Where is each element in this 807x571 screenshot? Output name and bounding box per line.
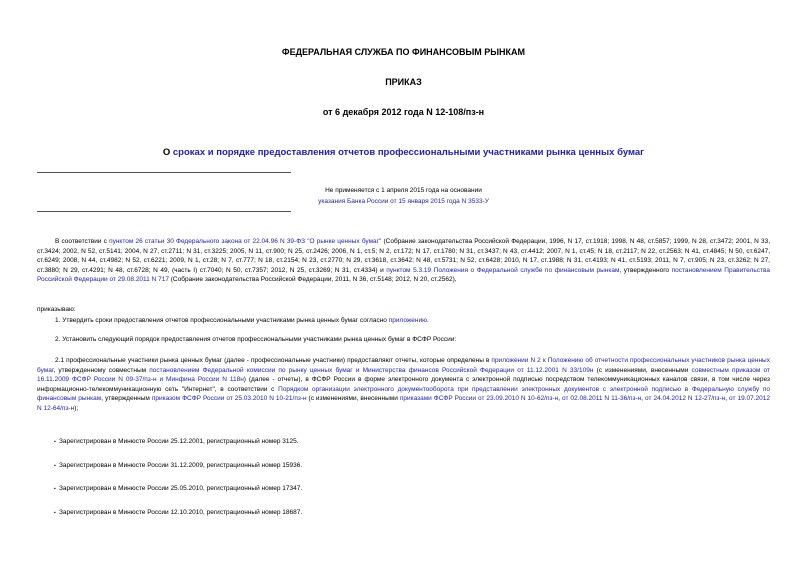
item-2-1-text-6: (с изменениями, внесенными — [306, 395, 400, 403]
footnote-4-text: Зарегистрирован в Минюсте России 12.10.2010, регистрационный номер 18687. — [59, 509, 303, 516]
footnote-marker-icon: ▪ — [54, 463, 56, 469]
footnote-marker-icon: ▪ — [54, 486, 56, 492]
footnote-1 — [54, 437, 299, 447]
footnote-marker-icon: ▪ — [54, 439, 56, 445]
document-title — [0, 147, 807, 158]
footnote-4 — [54, 508, 302, 518]
validity-note-text: Не применяется с 1 апреля 2015 года на основании — [325, 187, 482, 194]
preamble-text-1: В соответствии с — [55, 238, 110, 245]
validity-note — [0, 185, 807, 207]
footnote-1-text: Зарегистрирован в Минюсте России 25.12.2001, регистрационный номер 3125. — [59, 438, 299, 445]
appendix-link[interactable]: приложению — [388, 317, 427, 324]
title-prefix: О — [162, 147, 173, 158]
item-2-1-text-3: (с изменениями, внесенными — [593, 366, 692, 374]
item-1-end: . — [426, 317, 429, 324]
item-2-1-text-8: , — [641, 395, 646, 403]
doc-type-heading: ПРИКАЗ — [385, 77, 422, 87]
item-1 — [37, 316, 770, 326]
government-decree-link[interactable]: постановлением Правительства Российской Федерации от 29.08.2011 N 717 — [37, 266, 770, 284]
item-2-1-text-10: ); — [74, 404, 79, 412]
order-12-27-link[interactable]: от 24.04.2012 N 12-27/пз-н — [645, 395, 726, 403]
date-number-heading: от 6 декабря 2012 года N 12-108/пз-н — [322, 107, 485, 117]
item-1-text: 1. Утвердить сроки предоставления отчетов профессиональными участниками рынка ценных бумаг согласно — [55, 317, 389, 324]
law-39fz-link[interactable]: пунктом 26 статьи 30 Федерального закона от 22.04.96 N 39-ФЗ "О рынке ценных бумаг" — [109, 238, 382, 245]
joint-order-link[interactable]: совместным приказом от 16.11.2009 ФСФР России N 09-37/пз-н и Минфина России N 118н — [37, 366, 770, 384]
item-2-1-text-9: , — [725, 395, 730, 403]
item-2-1-text-4: ) (далее - отчеты), в ФСФР России в форме электронного документа с электронной подписью посредством телекоммуникационных каналов связи, в том числе через информационно-телекоммуникационную сеть "Интернет", в соответствии с — [37, 376, 770, 393]
item-2-1-text-5: , утвержденным — [101, 395, 152, 403]
preamble-text-3: , утвержденного — [619, 266, 672, 274]
footnote-3 — [54, 484, 302, 494]
item-2-1-text-1: 2.1 профессиональные участники рынка ценных бумаг (далее - профессиональные участники) предоставляют отчеты, которые определены в — [55, 357, 492, 364]
item-2-1-text-2: , утвержденному совместным — [53, 366, 150, 374]
divider-top — [37, 172, 291, 173]
agency-heading: ФЕДЕРАЛЬНАЯ СЛУЖБА ПО ФИНАНСОВЫМ РЫНКАМ — [281, 47, 526, 57]
validity-note-link[interactable]: указания Банка России от 15 января 2015 года N 3533-У — [318, 198, 489, 205]
order-10-62-link[interactable]: приказами ФСФР России от 23.09.2010 N 10-62/пз-н — [399, 395, 559, 403]
footnote-2 — [54, 461, 302, 471]
edo-procedure-link[interactable]: Порядком организации электронного документооборота при представлении электронных документов с электронной подписью в Федеральную службу по финансовым рынкам — [37, 385, 770, 403]
fsfr-regulation-link[interactable]: пунктом 5.3.19 Положения о Федеральной службе по финансовым рынкам — [386, 266, 620, 274]
title-link[interactable]: сроках и порядке предоставления отчетов профессиональными участниками рынка ценных бумаг — [172, 147, 645, 158]
order-10-21-link[interactable]: приказом ФСФР России от 25.03.2010 N 10-21/пз-н — [151, 395, 307, 403]
item-2-1 — [37, 356, 770, 414]
joint-decree-link[interactable]: постановлением Федеральной комиссии по рынку ценных бумаг и Министерства финансов Российской Федерации от 11.12.2001 N 33/109н — [149, 366, 594, 374]
footnote-marker-icon: ▪ — [54, 510, 56, 516]
item-2: 2. Установить следующий порядок предоставления отчетов профессиональными участниками рынка ценных бумаг в ФСФР России: — [55, 336, 457, 343]
preamble-text-2: (Собрание законодательства Российской Федерации, 1996, N 17, ст.1918; 1998, N 48, ст.5857; 1999, N 28, ст.3472; 2001, N 33, ст.3424; 2002, N 52, ст.5141; 2004, N 27, ст.2711; N 31, ст.3225; 2005, N 11, ст.900; N 25, ст.2426; 2006, N 1, ст.5; N 2, ст.172; N 17, ст.1780; N 31, ст.3437; N 43, ст.4412; 2007, N 1, ст.45; N 18, ст.2117; N 22, ст.2563; N 41, ст.4845; N 50, ст.6247, ст.6249; 2008, N 44, ст.4982; N 52, ст.6221; 2009, N 1, ст.28; N 7, ст.777; N 18, ст.2154; N 23, ст.2770; N 29, ст.3618, ст.3642; N 48, ст.5731; N 52, ст.6428; 2010, N 17, ст.1988; N 31, ст.4193; N 41, ст.5193; 2011, N 7, ст.905; N 23, ст.3262; N 27, ст.3880; N 29, ст.4291; N 48, ст.6728; N 49, (часть I) ст.7040; N 50, ст.7357; 2012, N 25, ст.3269; N 31, ст.4334) и — [37, 238, 771, 274]
footnote-2-text: Зарегистрирован в Минюсте России 31.12.2009, регистрационный номер 15936. — [59, 462, 303, 469]
order-11-36-link[interactable]: от 02.08.2011 N 11-36/пз-н — [562, 395, 642, 403]
order-12-64-link[interactable]: от 19.07.2012 N 12-64/пз-н — [37, 395, 770, 412]
divider-bottom — [37, 211, 291, 212]
order-word: приказываю: — [37, 306, 76, 313]
footnote-3-text: Зарегистрирован в Минюсте России 25.05.2010, регистрационный номер 17347. — [59, 485, 303, 492]
preamble-paragraph — [37, 237, 770, 285]
appendix-2-link[interactable]: приложении N 2 к Положению об отчетности профессиональных участников рынка ценных бумаг — [37, 357, 770, 374]
item-2-1-text-7: , — [558, 395, 563, 403]
preamble-text-4: (Собрание законодательства Российской Федерации, 2011, N 36, ст.5148; 2012, N 20, ст.2562), — [168, 276, 457, 284]
